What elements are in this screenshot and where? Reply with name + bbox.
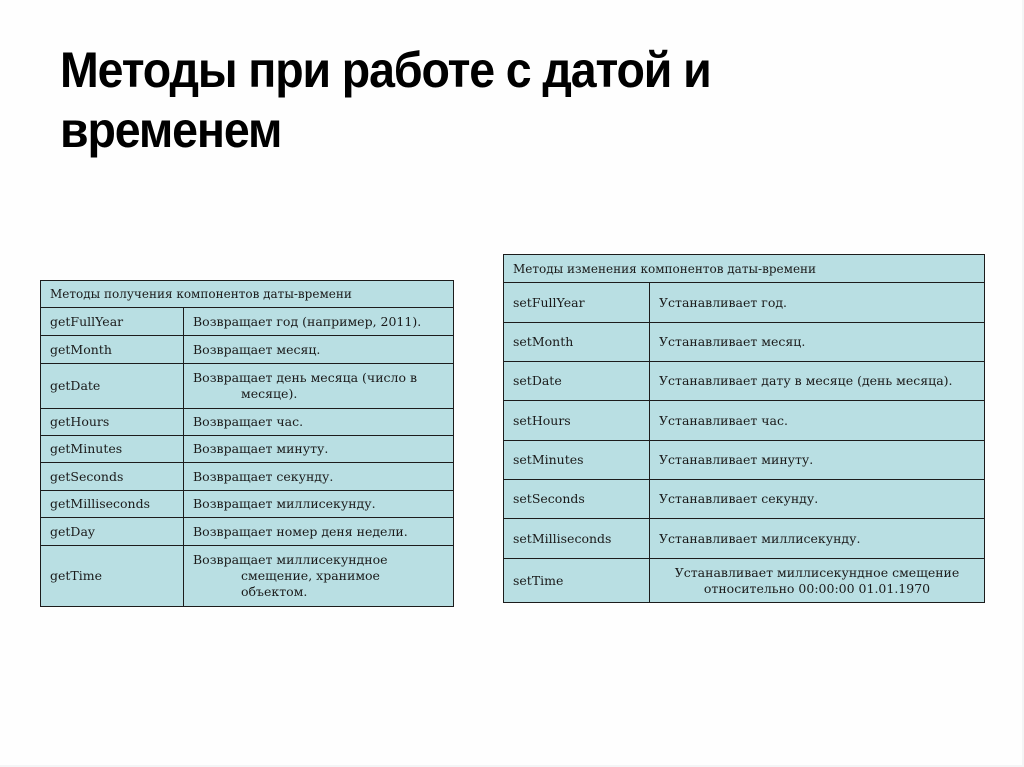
method-description [184,546,454,607]
table-row [504,441,985,480]
description-line: Устанавливает миллисекундное смещение [674,564,960,580]
method-description [650,559,985,603]
method-name: getSeconds [41,463,184,491]
method-name: getFullYear [41,308,184,336]
method-name: setMinutes [504,441,650,480]
method-name: setMonth [504,323,650,362]
description-line: смещение, хранимое [241,568,380,583]
method-name: getMonth [41,336,184,364]
description-line: Возвращает день месяца (число в [193,370,418,385]
slide-title: Методы при работе с датой и временем [60,42,711,158]
table-header-row [41,281,454,308]
setter-methods-table [503,254,985,603]
method-description [184,364,454,409]
method-name: setTime [504,559,650,603]
method-description: Устанавливает месяц. [650,323,985,362]
table-row [41,546,454,607]
table-row [41,308,454,336]
description-line: объектом. [241,584,308,599]
table-header-row [504,255,985,283]
method-name: getMinutes [41,436,184,463]
method-name: getDay [41,518,184,546]
method-description: Возвращает год (например, 2011). [184,308,454,336]
method-name: getMilliseconds [41,491,184,518]
method-name: setDate [504,362,650,401]
method-description: Возвращает номер деня недели. [184,518,454,546]
method-name: setSeconds [504,480,650,519]
table-row [504,401,985,441]
method-name: setMilliseconds [504,519,650,559]
method-description: Возвращает месяц. [184,336,454,364]
method-name: getDate [41,364,184,409]
table-row [41,336,454,364]
description-line: относительно 00:00:00 01.01.1970 [703,580,931,596]
table-header: Методы изменения компонентов даты-времени [504,255,985,283]
method-description: Устанавливает миллисекунду. [650,519,985,559]
description-line: месяце). [241,386,298,401]
method-description: Устанавливает минуту. [650,441,985,480]
table-row [41,364,454,409]
getter-methods-table [40,280,454,607]
method-name: getHours [41,409,184,436]
method-description: Возвращает секунду. [184,463,454,491]
method-description: Возвращает минуту. [184,436,454,463]
table-row [504,519,985,559]
method-description: Устанавливает год. [650,283,985,323]
method-description: Возвращает час. [184,409,454,436]
table-header: Методы получения компонентов даты-времени [41,281,454,308]
table-row [41,491,454,518]
table-row [504,559,985,603]
method-description: Устанавливает дату в месяце (день месяца). [650,362,985,401]
description-line: Возвращает миллисекундное [193,552,388,567]
table-row [504,362,985,401]
method-name: getTime [41,546,184,607]
table-row [41,518,454,546]
method-name: setFullYear [504,283,650,323]
table-row [504,480,985,519]
method-description: Устанавливает секунду. [650,480,985,519]
table-row [504,283,985,323]
method-name: setHours [504,401,650,441]
table-row [41,409,454,436]
table-row [41,463,454,491]
table-row [41,436,454,463]
table-row [504,323,985,362]
method-description: Возвращает миллисекунду. [184,491,454,518]
method-description: Устанавливает час. [650,401,985,441]
